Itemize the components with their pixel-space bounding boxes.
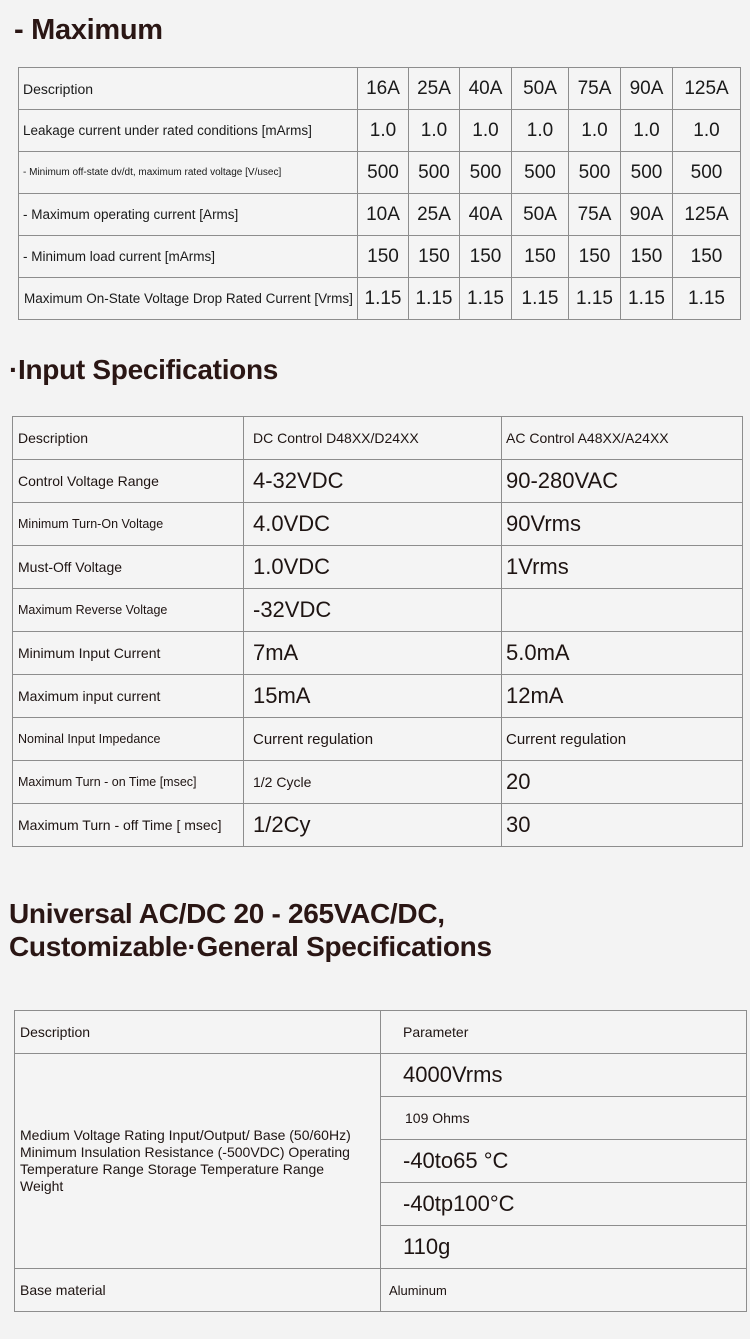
cell-value: 1.15 bbox=[358, 278, 409, 320]
table-header-row bbox=[19, 68, 741, 110]
cell-value: 500 bbox=[621, 152, 673, 194]
cell-value: 125A bbox=[673, 194, 741, 236]
cell-value: 10A bbox=[358, 194, 409, 236]
cell-value: 1.15 bbox=[569, 278, 621, 320]
header-90a: 90A bbox=[621, 68, 673, 110]
ac-value: 30 bbox=[502, 804, 743, 847]
heading-line-1: Universal AC/DC 20 - 265VAC/DC, bbox=[9, 898, 445, 929]
table-row bbox=[15, 1054, 747, 1097]
cell-value: 150 bbox=[569, 236, 621, 278]
table-row bbox=[13, 675, 743, 718]
cell-value: 500 bbox=[569, 152, 621, 194]
cell-value: 1.0 bbox=[512, 110, 569, 152]
dc-value: 1/2 Cycle bbox=[244, 761, 502, 804]
section-input-specifications-heading: ·Input Specifications bbox=[9, 354, 279, 385]
ac-value: Current regulation bbox=[502, 718, 743, 761]
cell-value: 50A bbox=[512, 194, 569, 236]
param-value: 4000Vrms bbox=[381, 1054, 747, 1097]
row-label: Maximum Reverse Voltage bbox=[13, 589, 244, 632]
ac-value: 90-280VAC bbox=[502, 460, 743, 503]
table-row bbox=[19, 152, 741, 194]
cell-value: 1.15 bbox=[673, 278, 741, 320]
cell-value: 500 bbox=[512, 152, 569, 194]
dc-value: Current regulation bbox=[244, 718, 502, 761]
dc-value: 15mA bbox=[244, 675, 502, 718]
row-label: Must-Off Voltage bbox=[13, 546, 244, 589]
section-maximum-heading: - Maximum bbox=[14, 14, 163, 46]
row-label: Minimum Input Current bbox=[13, 632, 244, 675]
cell-value: 500 bbox=[673, 152, 741, 194]
header-50a: 50A bbox=[512, 68, 569, 110]
dc-value: 4-32VDC bbox=[244, 460, 502, 503]
table-row bbox=[13, 632, 743, 675]
general-specifications-table bbox=[14, 1010, 747, 1312]
header-description: Description bbox=[13, 417, 244, 460]
input-specifications-table bbox=[12, 416, 743, 847]
cell-value: 1.0 bbox=[673, 110, 741, 152]
param-value: 110g bbox=[381, 1226, 747, 1269]
cell-value: 1.15 bbox=[621, 278, 673, 320]
row-label: Maximum Turn - on Time [msec] bbox=[13, 761, 244, 804]
cell-value: 1.0 bbox=[460, 110, 512, 152]
row-label: Base material bbox=[15, 1269, 381, 1312]
table-row bbox=[19, 194, 741, 236]
cell-value: 1.15 bbox=[460, 278, 512, 320]
table-row bbox=[13, 804, 743, 847]
row-label: Control Voltage Range bbox=[13, 460, 244, 503]
cell-value: 1.15 bbox=[409, 278, 460, 320]
cell-value: 1.0 bbox=[569, 110, 621, 152]
ac-value: 90Vrms bbox=[502, 503, 743, 546]
header-125a: 125A bbox=[673, 68, 741, 110]
cell-value: 150 bbox=[409, 236, 460, 278]
header-description: Description bbox=[19, 68, 358, 110]
dc-value: 4.0VDC bbox=[244, 503, 502, 546]
param-value: 109 Ohms bbox=[381, 1097, 747, 1140]
header-description: Description bbox=[15, 1011, 381, 1054]
table-row bbox=[19, 236, 741, 278]
param-value: Aluminum bbox=[381, 1269, 747, 1312]
row-label: Minimum Turn-On Voltage bbox=[13, 503, 244, 546]
table-row bbox=[13, 589, 743, 632]
header-parameter: Parameter bbox=[381, 1011, 747, 1054]
section-general-specifications-heading bbox=[9, 897, 492, 963]
ac-value: 20 bbox=[502, 761, 743, 804]
cell-value: 25A bbox=[409, 194, 460, 236]
cell-value: 1.15 bbox=[512, 278, 569, 320]
header-ac-control: AC Control A48XX/A24XX bbox=[502, 417, 743, 460]
cell-value: 75A bbox=[569, 194, 621, 236]
param-value: -40tp100°C bbox=[381, 1183, 747, 1226]
heading-line-2: Customizable·General Specifications bbox=[9, 931, 492, 962]
dc-value: 1/2Cy bbox=[244, 804, 502, 847]
cell-value: 40A bbox=[460, 194, 512, 236]
cell-value: 150 bbox=[512, 236, 569, 278]
cell-value: 150 bbox=[673, 236, 741, 278]
cell-value: 500 bbox=[460, 152, 512, 194]
header-75a: 75A bbox=[569, 68, 621, 110]
cell-value: 150 bbox=[621, 236, 673, 278]
table-row bbox=[13, 503, 743, 546]
ac-value: 1Vrms bbox=[502, 546, 743, 589]
table-header-row bbox=[13, 417, 743, 460]
cell-value: 1.0 bbox=[409, 110, 460, 152]
table-row bbox=[19, 278, 741, 320]
row-label: Leakage current under rated conditions [mArms] bbox=[19, 110, 358, 152]
dc-value: -32VDC bbox=[244, 589, 502, 632]
ac-value bbox=[502, 589, 743, 632]
cell-value: 150 bbox=[460, 236, 512, 278]
dc-value: 7mA bbox=[244, 632, 502, 675]
merged-description-cell: Medium Voltage Rating Input/Output/ Base (50/60Hz) Minimum Insulation Resistance (-500VDC) Operating Temperature Range Storage Temperature Range Weight bbox=[15, 1054, 381, 1269]
row-label: - Minimum load current [mArms] bbox=[19, 236, 358, 278]
cell-value: 500 bbox=[358, 152, 409, 194]
row-label: Maximum input current bbox=[13, 675, 244, 718]
cell-value: 500 bbox=[409, 152, 460, 194]
table-row bbox=[13, 718, 743, 761]
table-header-row bbox=[15, 1011, 747, 1054]
ac-value: 5.0mA bbox=[502, 632, 743, 675]
param-value: -40to65 °C bbox=[381, 1140, 747, 1183]
ac-value: 12mA bbox=[502, 675, 743, 718]
row-label: Nominal Input Impedance bbox=[13, 718, 244, 761]
maximum-ratings-table bbox=[18, 67, 741, 320]
header-dc-control: DC Control D48XX/D24XX bbox=[244, 417, 502, 460]
row-label: - Minimum off-state dv/dt, maximum rated voltage [V/usec] bbox=[19, 152, 358, 194]
cell-value: 1.0 bbox=[358, 110, 409, 152]
table-row bbox=[19, 110, 741, 152]
dc-value: 1.0VDC bbox=[244, 546, 502, 589]
table-row bbox=[13, 546, 743, 589]
row-label: Maximum Turn - off Time [ msec] bbox=[13, 804, 244, 847]
row-label: Maximum On-State Voltage Drop Rated Current [Vrms] bbox=[19, 278, 358, 320]
cell-value: 150 bbox=[358, 236, 409, 278]
header-16a: 16A bbox=[358, 68, 409, 110]
cell-value: 90A bbox=[621, 194, 673, 236]
table-row bbox=[13, 460, 743, 503]
table-row bbox=[13, 761, 743, 804]
table-row bbox=[15, 1269, 747, 1312]
header-25a: 25A bbox=[409, 68, 460, 110]
cell-value: 1.0 bbox=[621, 110, 673, 152]
header-40a: 40A bbox=[460, 68, 512, 110]
row-label: - Maximum operating current [Arms] bbox=[19, 194, 358, 236]
